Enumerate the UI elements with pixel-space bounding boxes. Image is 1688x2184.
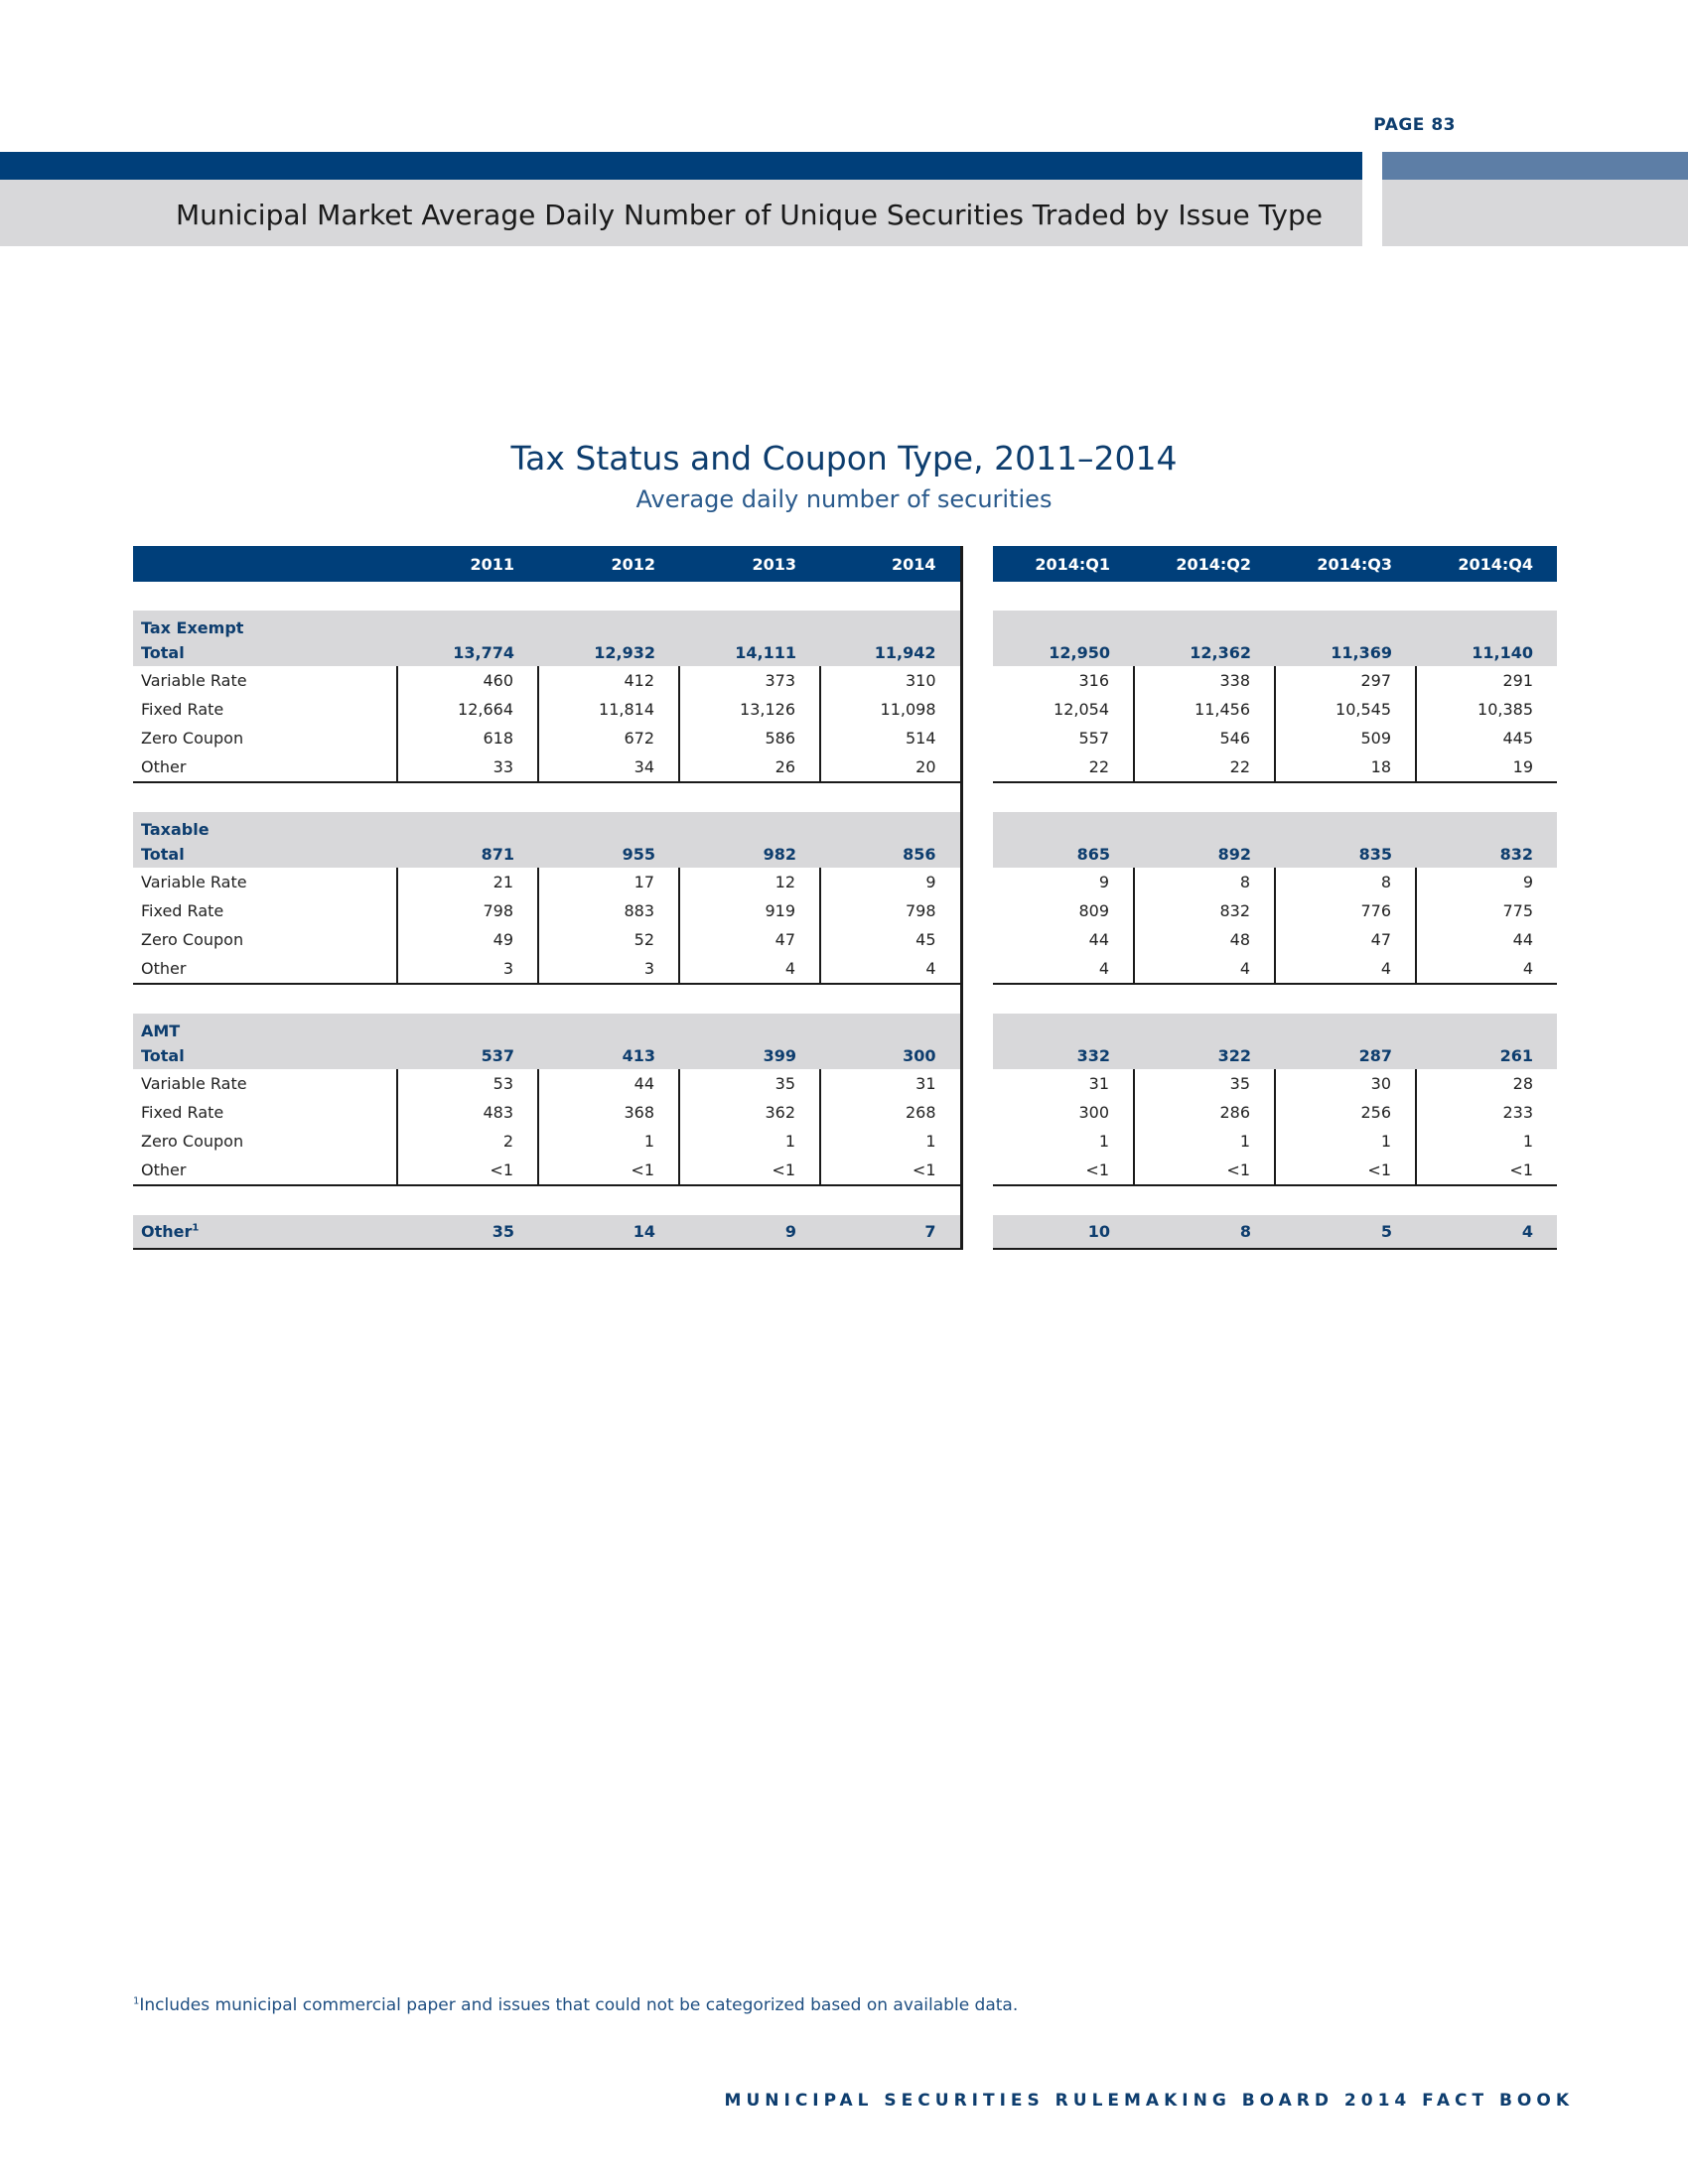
value-cell: 14,111: [679, 638, 820, 666]
footnote: [133, 1995, 1018, 2015]
empty-cell: [993, 812, 1134, 840]
spacer-cell: [1134, 1185, 1275, 1215]
value-cell: 338: [1134, 666, 1275, 695]
empty-cell: [1416, 611, 1557, 638]
value-cell: 13,774: [397, 638, 538, 666]
spacer-cell: [133, 984, 397, 1014]
spacer-cell: [397, 984, 538, 1014]
value-cell: 9: [1416, 868, 1557, 896]
value-cell: 316: [1078, 671, 1109, 690]
value-cell: 11,098: [820, 695, 961, 724]
spacer-cell: [538, 1185, 679, 1215]
value-cell: 4: [1416, 1215, 1557, 1249]
column-divider: [961, 868, 993, 896]
value-cell: 44: [1416, 925, 1557, 954]
empty-cell: [679, 611, 820, 638]
value-cell: 12,054: [1054, 700, 1109, 719]
value-cell: 268: [820, 1098, 961, 1127]
spacer-cell: [133, 582, 397, 611]
value-cell: 4: [1134, 954, 1275, 984]
table-row: [133, 1069, 1557, 1098]
footnote-mark: 1: [133, 1995, 140, 2007]
column-divider: [961, 782, 993, 812]
value-cell: 47: [1275, 925, 1416, 954]
spacer-row: [133, 1185, 1557, 1215]
column-divider: [961, 546, 993, 582]
column-divider: [961, 812, 993, 840]
row-label: Variable Rate: [141, 873, 247, 891]
column-divider: [961, 1127, 993, 1156]
value-cell: 10: [993, 1215, 1134, 1249]
value-cell: <1: [679, 1156, 820, 1185]
value-cell: 49: [397, 925, 538, 954]
spacer-row: [133, 582, 1557, 611]
spacer-cell: [1134, 984, 1275, 1014]
value-cell: 48: [1134, 925, 1275, 954]
column-divider: [961, 582, 993, 611]
table-header-row: [133, 546, 1557, 582]
header-bar-blue: [0, 152, 1362, 180]
value-cell: 44: [1088, 930, 1109, 949]
value-cell: <1: [993, 1156, 1134, 1185]
value-cell: 776: [1275, 896, 1416, 925]
header-cell: 2014:Q4: [1416, 546, 1557, 582]
column-divider: [961, 1041, 993, 1069]
column-divider: [961, 638, 993, 666]
header-cell: 2014: [820, 546, 961, 582]
value-cell: 53: [397, 1069, 538, 1098]
value-cell: 8: [1134, 1215, 1275, 1249]
empty-cell: [538, 1014, 679, 1041]
other-total-row: [133, 1215, 1557, 1249]
value-cell: 300: [820, 1041, 961, 1069]
value-cell: 9: [820, 868, 961, 896]
value-cell: 362: [679, 1098, 820, 1127]
section-heading: Taxable: [133, 812, 397, 840]
empty-cell: [1275, 812, 1416, 840]
value-cell: 399: [679, 1041, 820, 1069]
value-cell: 4: [679, 954, 820, 984]
value-cell: 955: [538, 840, 679, 868]
spacer-cell: [1275, 582, 1416, 611]
spacer-cell: [993, 1185, 1134, 1215]
spacer-cell: [538, 582, 679, 611]
value-cell: 368: [538, 1098, 679, 1127]
row-label: Fixed Rate: [141, 1103, 224, 1122]
value-cell: 4: [1275, 954, 1416, 984]
row-label: Fixed Rate: [141, 901, 224, 920]
empty-cell: [397, 812, 538, 840]
value-cell: 798: [397, 896, 538, 925]
column-divider: [961, 695, 993, 724]
spacer-cell: [1416, 582, 1557, 611]
value-cell: 35: [397, 1215, 538, 1249]
value-cell: 13,126: [679, 695, 820, 724]
value-cell: 52: [538, 925, 679, 954]
row-label: Other: [133, 752, 397, 782]
value-cell: 537: [397, 1041, 538, 1069]
value-cell: 30: [1275, 1069, 1416, 1098]
table-row: [133, 954, 1557, 984]
value-cell: 22: [993, 752, 1134, 782]
value-cell: 12: [679, 868, 820, 896]
value-cell: 3: [397, 954, 538, 984]
column-divider: [961, 896, 993, 925]
header-accent-blue: [1382, 152, 1688, 180]
value-cell: 3: [538, 954, 679, 984]
column-divider: [961, 954, 993, 984]
column-divider: [961, 925, 993, 954]
value-cell: <1: [1416, 1156, 1557, 1185]
spacer-cell: [993, 782, 1134, 812]
value-cell: 8: [1134, 868, 1275, 896]
value-cell: 672: [538, 724, 679, 752]
value-cell: 412: [538, 666, 679, 695]
value-cell: 10,545: [1275, 695, 1416, 724]
header-cell: 2014:Q3: [1275, 546, 1416, 582]
value-cell: 287: [1275, 1041, 1416, 1069]
table-title: Tax Status and Coupon Type, 2011–2014: [510, 439, 1178, 478]
spacer-cell: [679, 782, 820, 812]
total-row: [133, 638, 1557, 666]
empty-cell: [1275, 1014, 1416, 1041]
value-cell: 310: [820, 666, 961, 695]
value-cell: 322: [1134, 1041, 1275, 1069]
value-cell: 871: [397, 840, 538, 868]
value-cell: 865: [993, 840, 1134, 868]
empty-cell: [1416, 812, 1557, 840]
column-divider: [961, 1014, 993, 1041]
spacer-cell: [1275, 782, 1416, 812]
value-cell: 35: [1134, 1069, 1275, 1098]
value-cell: 509: [1275, 724, 1416, 752]
value-cell: 35: [679, 1069, 820, 1098]
value-cell: 11,456: [1134, 695, 1275, 724]
value-cell: 31: [820, 1069, 961, 1098]
row-label: [133, 1215, 397, 1249]
value-cell: 11,140: [1416, 638, 1557, 666]
other-label: Other: [141, 1222, 193, 1241]
value-cell: 618: [397, 724, 538, 752]
value-cell: 798: [820, 896, 961, 925]
header-cell: 2011: [397, 546, 538, 582]
value-cell: 892: [1134, 840, 1275, 868]
table-row: [133, 666, 1557, 695]
value-cell: 47: [679, 925, 820, 954]
value-cell: 5: [1275, 1215, 1416, 1249]
column-divider: [961, 666, 993, 695]
section-heading: Tax Exempt: [133, 611, 397, 638]
header-title: Municipal Market Average Daily Number of Unique Securities Traded by Issue Type: [175, 199, 1323, 231]
value-cell: 34: [538, 752, 679, 782]
column-divider: [961, 1156, 993, 1185]
value-cell: 832: [1134, 896, 1275, 925]
spacer-cell: [1134, 782, 1275, 812]
header-cell-label: [133, 546, 397, 582]
spacer-cell: [538, 984, 679, 1014]
row-label: Total: [133, 1041, 397, 1069]
value-cell: 21: [397, 868, 538, 896]
value-cell: 445: [1416, 724, 1557, 752]
column-divider: [961, 724, 993, 752]
empty-cell: [397, 611, 538, 638]
value-cell: <1: [538, 1156, 679, 1185]
value-cell: 291: [1416, 666, 1557, 695]
empty-cell: [1416, 1014, 1557, 1041]
header-cell: 2013: [679, 546, 820, 582]
table-row: [133, 925, 1557, 954]
row-label: Zero Coupon: [141, 930, 244, 949]
value-cell: 12,664: [397, 695, 538, 724]
row-label: Zero Coupon: [141, 729, 244, 748]
row-label: Total: [133, 840, 397, 868]
value-cell: <1: [1134, 1156, 1275, 1185]
value-cell: 261: [1416, 1041, 1557, 1069]
value-cell: 7: [820, 1215, 961, 1249]
value-cell: 11,942: [820, 638, 961, 666]
value-cell: 373: [679, 666, 820, 695]
spacer-cell: [820, 984, 961, 1014]
spacer-cell: [993, 984, 1134, 1014]
spacer-cell: [133, 1185, 397, 1215]
spacer-row: [133, 782, 1557, 812]
column-divider: [961, 1185, 993, 1215]
value-cell: 11,369: [1275, 638, 1416, 666]
column-divider: [961, 1069, 993, 1098]
spacer-cell: [1275, 1185, 1416, 1215]
row-label: Other: [133, 954, 397, 984]
value-cell: 557: [1078, 729, 1109, 748]
value-cell: 33: [397, 752, 538, 782]
empty-cell: [993, 611, 1134, 638]
row-label: Zero Coupon: [141, 1132, 244, 1151]
value-cell: 286: [1134, 1098, 1275, 1127]
footnote-mark: 1: [192, 1222, 200, 1234]
value-cell: 2: [397, 1127, 538, 1156]
value-cell: 835: [1275, 840, 1416, 868]
value-cell: 1: [1098, 1132, 1109, 1151]
value-cell: 4: [820, 954, 961, 984]
header-accent-gray: [1382, 180, 1688, 246]
value-cell: 883: [538, 896, 679, 925]
data-table: [133, 546, 1557, 1250]
value-cell: 919: [679, 896, 820, 925]
spacer-cell: [397, 782, 538, 812]
value-cell: 12,950: [993, 638, 1134, 666]
value-cell: <1: [397, 1156, 538, 1185]
value-cell: 45: [820, 925, 961, 954]
value-cell: 832: [1416, 840, 1557, 868]
section-heading-row: [133, 812, 1557, 840]
row-label: Fixed Rate: [141, 700, 224, 719]
value-cell: 28: [1416, 1069, 1557, 1098]
empty-cell: [538, 812, 679, 840]
spacer-cell: [397, 1185, 538, 1215]
value-cell: 17: [538, 868, 679, 896]
value-cell: 11,814: [538, 695, 679, 724]
value-cell: 44: [538, 1069, 679, 1098]
spacer-cell: [538, 782, 679, 812]
value-cell: 1: [1134, 1127, 1275, 1156]
section-heading-row: [133, 1014, 1557, 1041]
value-cell: 18: [1275, 752, 1416, 782]
value-cell: 9: [679, 1215, 820, 1249]
value-cell: 1: [1416, 1127, 1557, 1156]
section-heading: AMT: [133, 1014, 397, 1041]
value-cell: 31: [1088, 1074, 1109, 1093]
spacer-row: [133, 984, 1557, 1014]
spacer-cell: [820, 582, 961, 611]
value-cell: 413: [538, 1041, 679, 1069]
table-subtitle: Average daily number of securities: [635, 485, 1053, 513]
empty-cell: [1134, 812, 1275, 840]
value-cell: <1: [820, 1156, 961, 1185]
table-row: [133, 1127, 1557, 1156]
value-cell: 1: [679, 1127, 820, 1156]
value-cell: 483: [397, 1098, 538, 1127]
row-label: Variable Rate: [141, 1074, 247, 1093]
value-cell: 20: [820, 752, 961, 782]
value-cell: 1: [1275, 1127, 1416, 1156]
value-cell: 546: [1134, 724, 1275, 752]
section-heading-row: [133, 611, 1557, 638]
row-label: Other: [133, 1156, 397, 1185]
value-cell: 9: [1098, 873, 1109, 891]
value-cell: 10,385: [1416, 695, 1557, 724]
empty-cell: [679, 812, 820, 840]
row-label: Total: [133, 638, 397, 666]
spacer-cell: [1275, 984, 1416, 1014]
value-cell: 8: [1275, 868, 1416, 896]
value-cell: 1: [820, 1127, 961, 1156]
row-label: Variable Rate: [141, 671, 247, 690]
table-row: [133, 752, 1557, 782]
empty-cell: [1134, 1014, 1275, 1041]
spacer-cell: [133, 782, 397, 812]
header-cell: 2014:Q1: [993, 546, 1134, 582]
table-body: [133, 582, 1557, 1249]
header-cell: 2014:Q2: [1134, 546, 1275, 582]
spacer-cell: [1416, 1185, 1557, 1215]
value-cell: 22: [1134, 752, 1275, 782]
spacer-cell: [679, 582, 820, 611]
value-cell: 233: [1416, 1098, 1557, 1127]
footer-text: MUNICIPAL SECURITIES RULEMAKING BOARD 2014 FACT BOOK: [724, 2091, 1574, 2111]
total-row: [133, 840, 1557, 868]
empty-cell: [397, 1014, 538, 1041]
value-cell: 1: [538, 1127, 679, 1156]
value-cell: 856: [820, 840, 961, 868]
value-cell: 26: [679, 752, 820, 782]
spacer-cell: [397, 582, 538, 611]
empty-cell: [820, 812, 961, 840]
value-cell: 19: [1416, 752, 1557, 782]
empty-cell: [1134, 611, 1275, 638]
value-cell: 12,362: [1134, 638, 1275, 666]
empty-cell: [679, 1014, 820, 1041]
column-divider: [961, 840, 993, 868]
value-cell: 297: [1275, 666, 1416, 695]
value-cell: 460: [397, 666, 538, 695]
total-row: [133, 1041, 1557, 1069]
footnote-text: Includes municipal commercial paper and issues that could not be categorized based on available data.: [139, 1995, 1019, 2015]
empty-cell: [820, 1014, 961, 1041]
data-table-container: [133, 546, 1555, 1250]
header-cell: 2012: [538, 546, 679, 582]
spacer-cell: [1134, 582, 1275, 611]
value-cell: 300: [1078, 1103, 1109, 1122]
value-cell: 586: [679, 724, 820, 752]
spacer-cell: [820, 1185, 961, 1215]
empty-cell: [820, 611, 961, 638]
spacer-cell: [679, 1185, 820, 1215]
column-divider: [961, 1098, 993, 1127]
column-divider: [961, 984, 993, 1014]
spacer-cell: [993, 582, 1134, 611]
empty-cell: [538, 611, 679, 638]
value-cell: 4: [1416, 954, 1557, 984]
value-cell: <1: [1275, 1156, 1416, 1185]
value-cell: 256: [1275, 1098, 1416, 1127]
column-divider: [961, 611, 993, 638]
spacer-cell: [1416, 782, 1557, 812]
table-row: [133, 695, 1557, 724]
page-number: PAGE 83: [1373, 115, 1456, 135]
table-row: [133, 896, 1557, 925]
value-cell: 514: [820, 724, 961, 752]
table-row: [133, 868, 1557, 896]
value-cell: 14: [538, 1215, 679, 1249]
spacer-cell: [679, 984, 820, 1014]
value-cell: 332: [993, 1041, 1134, 1069]
table-row: [133, 1156, 1557, 1185]
column-divider: [961, 752, 993, 782]
spacer-cell: [820, 782, 961, 812]
value-cell: 809: [1078, 901, 1109, 920]
column-divider: [961, 1215, 993, 1249]
empty-cell: [993, 1014, 1134, 1041]
empty-cell: [1275, 611, 1416, 638]
value-cell: 775: [1416, 896, 1557, 925]
spacer-cell: [1416, 984, 1557, 1014]
table-row: [133, 1098, 1557, 1127]
value-cell: 4: [993, 954, 1134, 984]
value-cell: 982: [679, 840, 820, 868]
table-row: [133, 724, 1557, 752]
value-cell: 12,932: [538, 638, 679, 666]
